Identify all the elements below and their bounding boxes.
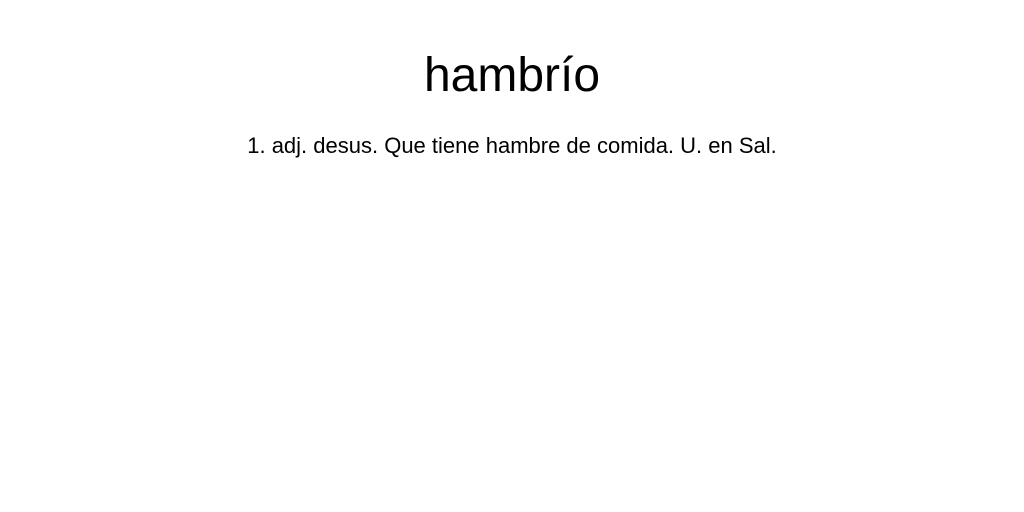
definition-1: 1. adj. desus. Que tiene hambre de comida. U. en Sal. [247,133,777,158]
headword-title: hambrío [423,49,601,102]
